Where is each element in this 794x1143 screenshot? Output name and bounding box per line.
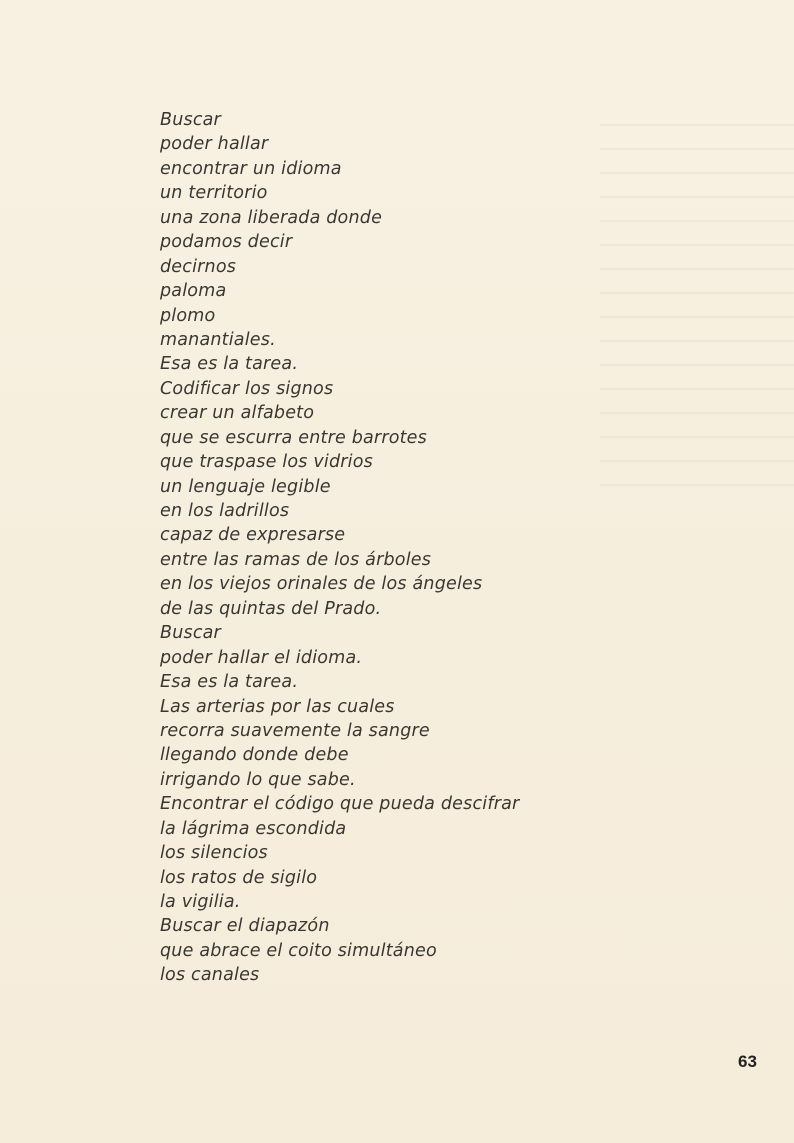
poem-line: plomo bbox=[160, 305, 216, 326]
bleed-through-shadow bbox=[600, 110, 794, 490]
poem-line: decirnos bbox=[160, 256, 237, 277]
poem-line: Buscar bbox=[160, 110, 221, 130]
poem-line: Codificar los signos bbox=[160, 378, 334, 399]
poem-line: Buscar el diapazón bbox=[160, 916, 330, 937]
poem-line: los canales bbox=[160, 965, 260, 986]
poem-line: los ratos de sigilo bbox=[160, 867, 318, 888]
poem-line: la lágrima escondida bbox=[160, 818, 347, 839]
poem-line: Las arterias por las cuales bbox=[160, 696, 395, 717]
poem-line: en los viejos orinales de los ángeles bbox=[160, 574, 483, 595]
poem-line: en los ladrillos bbox=[160, 501, 290, 521]
poem-line: que abrace el coito simultáneo bbox=[160, 940, 437, 961]
poem-line: que traspase los vidrios bbox=[160, 452, 373, 473]
poem-line: los silencios bbox=[160, 843, 268, 864]
poem-line: llegando donde debe bbox=[160, 745, 349, 766]
page-number: 63 bbox=[738, 1052, 757, 1071]
poem-line: Encontrar el código que pueda descifrar bbox=[160, 794, 520, 815]
poem-line: Esa es la tarea. bbox=[160, 354, 299, 375]
poem-text bbox=[160, 108, 519, 988]
poem-line: capaz de expresarse bbox=[160, 525, 346, 546]
poem-line: encontrar un idioma bbox=[160, 158, 342, 179]
poem-line: podamos decir bbox=[160, 232, 293, 253]
poem-line: un territorio bbox=[160, 183, 268, 204]
poem-line: la vigilia. bbox=[160, 892, 241, 912]
poem-line: un lenguaje legible bbox=[160, 476, 331, 497]
poem-line: de las quintas del Prado. bbox=[160, 598, 382, 619]
poem-line: poder hallar el idioma. bbox=[160, 647, 363, 668]
poem-line: paloma bbox=[160, 281, 227, 302]
poem-line: poder hallar bbox=[160, 134, 269, 155]
poem-line: una zona liberada donde bbox=[160, 207, 383, 228]
poem-line: entre las ramas de los árboles bbox=[160, 549, 432, 570]
poem-line: que se escurra entre barrotes bbox=[160, 427, 427, 448]
poem-line: recorra suavemente la sangre bbox=[160, 720, 430, 741]
poem-line: crear un alfabeto bbox=[160, 403, 315, 424]
poem-line: irrigando lo que sabe. bbox=[160, 769, 356, 790]
poem-line: Buscar bbox=[160, 623, 221, 644]
poem-line: manantiales. bbox=[160, 329, 276, 350]
poem-line: Esa es la tarea. bbox=[160, 672, 299, 693]
